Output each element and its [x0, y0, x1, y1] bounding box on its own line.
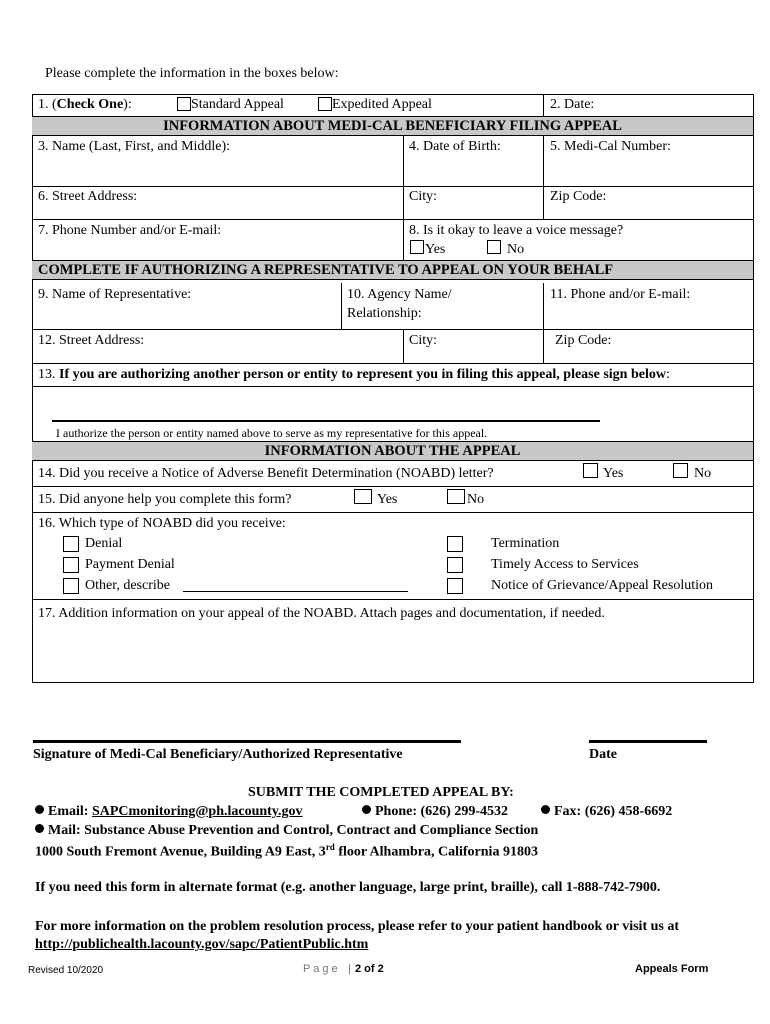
date-field[interactable]: 2. Date:: [550, 97, 595, 112]
zip-code-field[interactable]: Zip Code:: [550, 189, 607, 204]
section-representative-header: COMPLETE IF AUTHORIZING A REPRESENTATIVE TO APPEAL ON YOUR BEHALF: [32, 260, 753, 280]
bullet-icon: [35, 805, 44, 814]
name-field[interactable]: 3. Name (Last, First, and Middle):: [38, 139, 231, 154]
representative-name-field[interactable]: 9. Name of Representative:: [38, 287, 192, 302]
q17-additional-info-field[interactable]: 17. Addition information on your appeal of the NOABD. Attach pages and documentation, if needed.: [38, 606, 605, 621]
q14-no-label: No: [694, 466, 712, 481]
footer-revised-date: Revised 10/2020: [28, 965, 104, 976]
termination-label: Termination: [491, 536, 560, 551]
relationship-field[interactable]: Relationship:: [347, 306, 422, 321]
standard-appeal-label: Standard Appeal: [191, 97, 284, 112]
section-beneficiary-header: INFORMATION ABOUT MEDI-CAL BENEFICIARY FILING APPEAL: [32, 116, 753, 136]
q14-yes-checkbox[interactable]: [583, 463, 598, 478]
agency-name-label: 10. Agency Name/: [347, 287, 452, 302]
q15-help-question: 15. Did anyone help you complete this form?: [38, 492, 292, 507]
denial-label: Denial: [85, 536, 123, 551]
representative-signature-line[interactable]: [52, 420, 600, 422]
q15-yes-label: Yes: [377, 492, 398, 507]
representative-street-address-field[interactable]: 12. Street Address:: [38, 333, 145, 348]
street-address-field[interactable]: 6. Street Address:: [38, 189, 138, 204]
intro-text: Please complete the information in the boxes below:: [45, 66, 339, 81]
mail-address: 1000 South Fremont Avenue, Building A9 East, 3rd floor Alhambra, California 91803: [35, 842, 538, 860]
alternate-format-notice: If you need this form in alternate format (e.g. another language, large print, braille), call 1-888-742-7900.: [35, 880, 661, 895]
representative-phone-email-field[interactable]: 11. Phone and/or E-mail:: [550, 287, 691, 302]
voice-message-yes-checkbox[interactable]: [410, 240, 424, 254]
payment-denial-checkbox[interactable]: [63, 557, 79, 573]
q14-yes-label: Yes: [603, 466, 624, 481]
more-info-notice: For more information on the problem resolution process, please refer to your patient handbook or visit us at: [35, 919, 680, 934]
footer-page-divider: |: [348, 963, 351, 975]
phone-contact: Phone: (626) 299-4532: [362, 804, 508, 820]
footer-page-number: 2 of 2: [355, 963, 384, 975]
timely-access-label: Timely Access to Services: [491, 557, 639, 572]
expedited-appeal-label: Expedited Appeal: [332, 97, 432, 112]
signature-date-line[interactable]: [589, 740, 707, 743]
q14-no-checkbox[interactable]: [673, 463, 688, 478]
representative-city-field[interactable]: City:: [409, 333, 438, 348]
footer-form-name: Appeals Form: [635, 963, 709, 975]
email-contact: Email: SAPCmonitoring@ph.lacounty.gov: [35, 804, 303, 820]
representative-zip-code-field[interactable]: Zip Code:: [555, 333, 612, 348]
timely-access-checkbox[interactable]: [447, 557, 463, 573]
bullet-icon: [541, 805, 550, 814]
other-describe-line[interactable]: [183, 591, 408, 592]
medi-cal-number-field[interactable]: 5. Medi-Cal Number:: [550, 139, 671, 154]
voice-message-yes-label: Yes: [425, 242, 446, 257]
q1-check-one-label: 1. (Check One):: [38, 97, 132, 112]
other-describe-checkbox[interactable]: [63, 578, 79, 594]
q15-no-checkbox[interactable]: [447, 489, 465, 504]
q15-no-label: No: [467, 492, 485, 507]
authorize-statement: I authorize the person or entity named above to serve as my representative for this appeal.: [56, 426, 488, 440]
email-link[interactable]: SAPCmonitoring@ph.lacounty.gov: [91, 804, 303, 819]
signature-date-label: Date: [589, 747, 617, 762]
grievance-resolution-checkbox[interactable]: [447, 578, 463, 594]
q15-yes-checkbox[interactable]: [354, 489, 372, 504]
voice-message-question: 8. Is it okay to leave a voice message?: [409, 223, 624, 238]
bullet-icon: [362, 805, 371, 814]
signature-label: Signature of Medi-Cal Beneficiary/Authorized Representative: [33, 747, 403, 762]
date-of-birth-field[interactable]: 4. Date of Birth:: [409, 139, 501, 154]
patient-public-link[interactable]: http://publichealth.lacounty.gov/sapc/PatientPublic.htm: [35, 937, 369, 952]
payment-denial-label: Payment Denial: [85, 557, 175, 572]
q13-sign-instruction: 13. If you are authorizing another person or entity to represent you in filing this appeal, please sign below:: [38, 367, 670, 382]
footer-page-word: P a g e: [303, 963, 338, 975]
denial-checkbox[interactable]: [63, 536, 79, 552]
grievance-resolution-label: Notice of Grievance/Appeal Resolution: [491, 578, 713, 593]
bullet-icon: [35, 824, 44, 833]
expedited-appeal-checkbox[interactable]: [318, 97, 332, 111]
q16-noabd-type-question: 16. Which type of NOABD did you receive:: [38, 516, 286, 531]
other-describe-label: Other, describe: [85, 578, 170, 593]
standard-appeal-checkbox[interactable]: [177, 97, 191, 111]
voice-message-no-checkbox[interactable]: [487, 240, 501, 254]
section-appeal-header: INFORMATION ABOUT THE APPEAL: [32, 441, 753, 461]
city-field[interactable]: City:: [409, 189, 438, 204]
termination-checkbox[interactable]: [447, 536, 463, 552]
submit-title: SUBMIT THE COMPLETED APPEAL BY:: [248, 785, 514, 800]
q14-noabd-question: 14. Did you receive a Notice of Adverse Benefit Determination (NOABD) letter?: [38, 466, 494, 481]
mail-contact: Mail: Substance Abuse Prevention and Control, Contract and Compliance Section: [35, 823, 538, 839]
voice-message-no-label: No: [507, 242, 525, 257]
phone-email-field[interactable]: 7. Phone Number and/or E-mail:: [38, 223, 222, 238]
fax-contact: Fax: (626) 458-6692: [541, 804, 672, 820]
beneficiary-signature-line[interactable]: [33, 740, 461, 743]
